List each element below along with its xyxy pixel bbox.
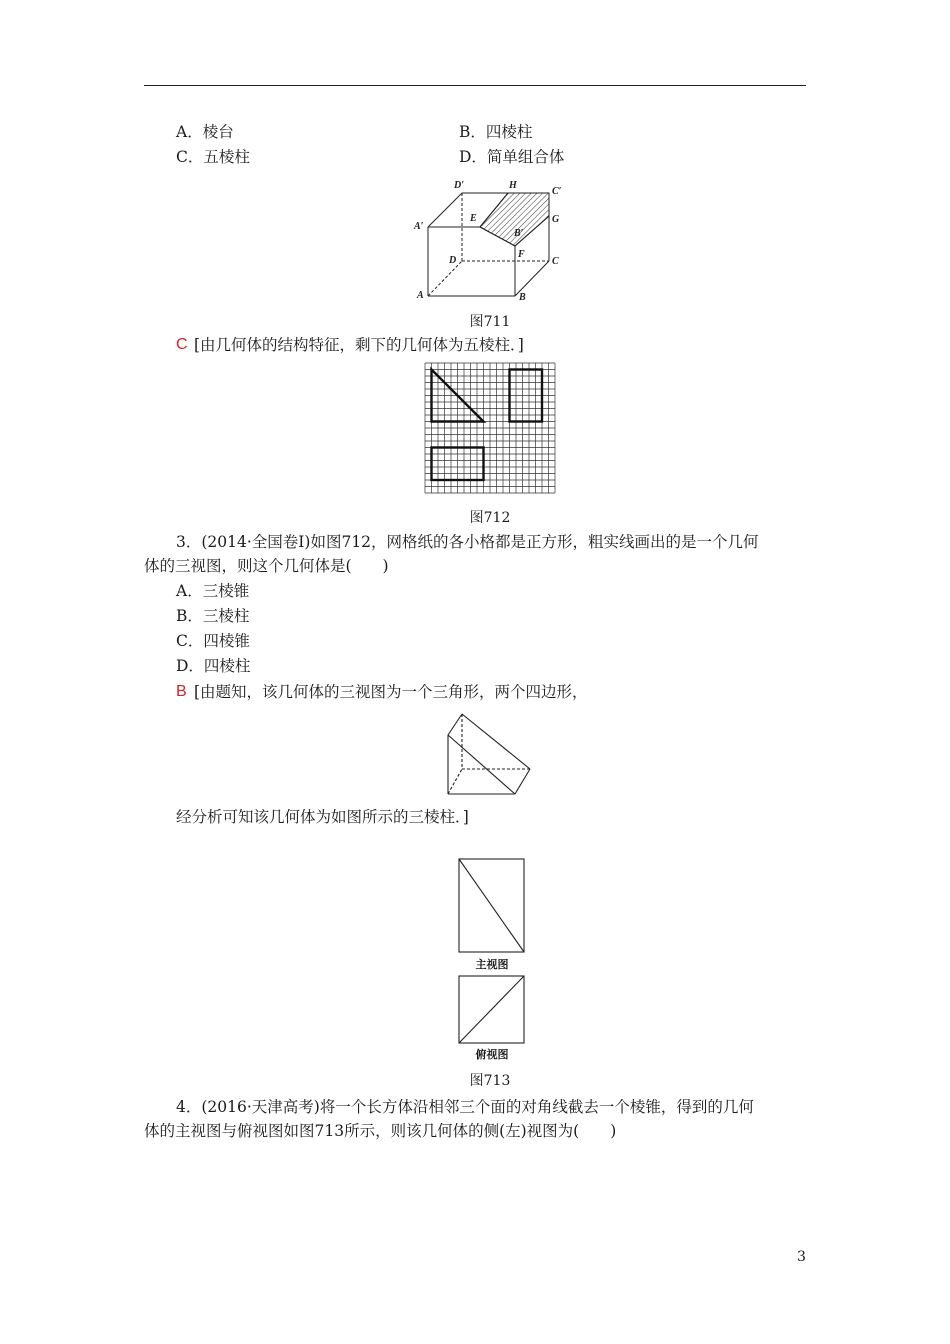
page-number: 3: [797, 1249, 806, 1265]
q2-answer-text: [由几何体的结构特征，剩下的几何体为五棱柱．]: [194, 336, 524, 354]
figure-triangular-prism: [440, 706, 550, 801]
q2-option-d: D．简单组合体: [459, 148, 565, 166]
label-C: C: [552, 256, 559, 267]
label-G: G: [552, 214, 560, 225]
label-F: F: [518, 249, 525, 260]
figure-711-cube: [0, 0, 950, 320]
figure-711-caption: 图711: [469, 314, 511, 330]
q3-option-b: B．三棱柱: [176, 607, 250, 625]
label-B-prime: B′: [514, 228, 524, 239]
q3-option-c: C．四棱锥: [176, 632, 250, 650]
label-E: E: [470, 213, 477, 224]
q4-line-1: 4．(2016·天津高考)将一个长方体沿相邻三个面的对角线截去一个棱锥，得到的几何: [176, 1098, 754, 1116]
q3-line-1: 3．(2014·全国卷Ⅰ)如图712，网格纸的各小格都是正方形，粗实线画出的是一个几何: [176, 533, 759, 551]
top-view-label: 俯视图: [475, 1048, 509, 1061]
front-view-label: 主视图: [475, 958, 509, 971]
figure-713-caption: 图713: [469, 1073, 511, 1089]
label-D: D: [449, 255, 457, 266]
q3-answer-letter: B: [176, 683, 187, 700]
q3-answer-text: [由题知，该几何体的三视图为一个三角形，两个四边形，: [194, 683, 588, 701]
label-C-prime: C′: [552, 186, 562, 197]
q4-line-2: 体的主视图与俯视图如图713所示，则该几何体的侧(左)视图为( ): [144, 1122, 617, 1140]
label-B: B: [519, 292, 526, 303]
q2-option-b: B．四棱柱: [459, 123, 533, 141]
q3-line-2: 体的三视图，则这个几何体是( ): [144, 557, 389, 575]
q3-option-a: A．三棱锥: [176, 582, 250, 600]
q2-option-c: C．五棱柱: [176, 148, 250, 166]
label-D-prime: D′: [454, 180, 465, 191]
label-A: A: [417, 290, 424, 301]
q3-option-d: D．四棱柱: [176, 657, 251, 675]
q3-answer-text-2: 经分析可知该几何体为如图所示的三棱柱．]: [176, 808, 469, 826]
q2-answer-letter: C: [176, 336, 188, 353]
figure-712-caption: 图712: [469, 510, 511, 526]
figure-712-grid: [425, 363, 555, 493]
label-A-prime: A′: [414, 221, 424, 232]
label-H: H: [509, 180, 517, 191]
q2-option-a: A．棱台: [176, 123, 234, 141]
